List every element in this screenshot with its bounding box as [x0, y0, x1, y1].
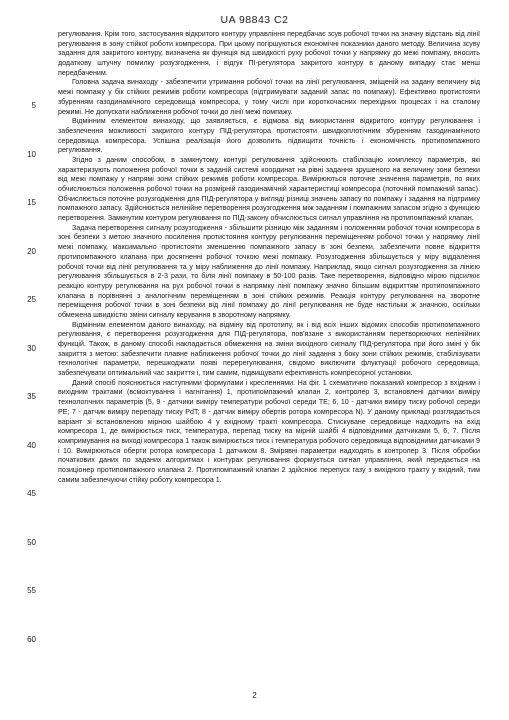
line-number: 55 [27, 586, 36, 595]
line-number: 25 [27, 295, 36, 304]
page-number: 2 [252, 691, 257, 700]
line-number: 20 [27, 247, 36, 256]
paragraph-signal-conversion: Задача перетворення сигналу розузгодження - збільшити різницю між заданням і положенням робочої точки компресора в зоні безпеки з метою значного посилення протистояння контуру регулювання переміщенням робочої точки у напрямку лінії межі помпажу, максимально протистояти зменшенню помпажного запасу в зоні безпеки, забезпечити повне відкриття протипомпажного клапана при досягненні робочої точкою межі помпажу. Розузгодження збільшується у міру віддалення робочої точки від лінії регулювання та у міру наближення до лінії помпажу. Наприклад, якщо сигнал розузгодження за лінією регулювання збільшується в 2-3 рази, то біля лінії помпажу в 50-100 разів. Таке перетворення, відповідно мірою підсилює реакцію контуру регулювання на рух робочої точки в напрямку лінії помпажу значно більшим відкриттям протипомпажного клапана в порівнянні з аналогічним переміщенням в зоні стійких режимів. Реакція контуру регулювання на зворотне переміщення робочої точки в зоні безпеки від лінії помпажу до лінії регулювання не буде настільки ж значною, оскільки обмежена швидкістю зміни сигналу керування в зворотному напрямку. [58, 223, 480, 319]
line-number: 5 [31, 101, 36, 110]
line-number: 50 [27, 538, 36, 547]
paragraph-distinctive-element: Відмінним елементом винаходу, що заявляється, є відмова від використання відкритого контуру регулювання і забезпечення можливості закритого контуру ПІД-регулятора протистояти швидкоплотічним збуренням газодинамічного середовища компресора. Успішна реалізація його дозволить підвищити точність і економічність протипомпажного регулювання. [58, 117, 480, 155]
document-body [58, 30, 480, 485]
line-number: 15 [27, 198, 36, 207]
line-number: 35 [27, 392, 36, 401]
line-number: 40 [27, 441, 36, 450]
paragraph-main-task: Головна задача винаходу - забезпечити утримання робочої точки на лінії регулювання, зміщеній на задану величину від межі помпажу у бік стійких режимів роботи компресора (підтримувати заданий запас по помпажу). Ефективно протистояти збуренням газодинамічного середовища компресора, у тому числі при короткочасних перехідних процесах і на сталому режимі. Не допускати наближення робочої точки до лінії межі помпажу. [58, 78, 480, 116]
line-number: 60 [27, 635, 36, 644]
paragraph-figure-description: Даний спосіб пояснюється наступними формулами і кресленнями. На фіг. 1 схематично показаний компресор з вхідним і вихідним трактами (всмоктування і нагнітання) 1, протипомпажний клапан 2, контролер 3, встановлені датчики виміру технологічних параметрів (5, 9 - датчики виміру температури робочої середи ТЕ; 6, 10 - датчики виміру тиску робочої середи РЕ; 7 - датчик виміру перепаду тиску PdT; 8 - датчик виміру обертів ротора компресора N). У даному прикладі розглядається варіант зі встановленою мірною шайбою 4 у вхідному тракті компресора. Стискуване середовище надходить на вхід компресора 1, де вимірюється тиск, температура, перепад тиску на мірній шайбі 4 відповідними датчиками 5, 6, 7. Після компримування на виході компресора 1 також вимірюється тиск і температура робочого середовища відповідними датчиками 9 і 10. Вимірюються оберти ротора компресора 1 датчиком 8. Змірявні параметри надходять в контролер 3. Після обробки початкових даних по заданих алгоритмах і контурах регулювання формується сигнал управління, який передається на позиціонер протипомпажного клапана 2. Протипомпажний клапан 2 здійснює перепуск газу з вихідного тракту у вхідний, тим самим забезпечуючи стійку роботу компресора 1. [58, 378, 480, 484]
patent-header: UA 98843 C2 [220, 14, 289, 26]
paragraph-method: Згідно з даним способом, в замкнутому контурі регулювання здійснюють стабілізацію комплексу параметрів, які характеризують положення робочої точки в заданій системі координат на рівні задання зрушеного на величину зони безпеки від межі помпажу у напрямі зони стійких режимів роботи компресора. Вимірюються поточне значення параметрів, по яких обчислюються положення робочої точки на розмірній газодинамічній характеристиці компресора (поточний помпажний запас). Обчислюється поточне розузгодження для ПІД-регулятора у вигляді різниці значень запасу по помпажу і задання на підтримку помпажного запасу. Здійснюється нелінійне перетворення розузгодження між заданням і помпажним запасом згідно з функцією перетворення. Замкнутим контуром регулювання по ПІД-закону обчислюється сигнал управління на протипомпажний клапан. [58, 155, 480, 223]
paragraph-distinctive-element-2: Відмінним елементом даного винаходу, на відміну від прототипу, як і від всіх інших відомих способів протипомпажного регулювання, є перетворення розузгодження для ПІД-регулятора, пов'язане з використанням перетворюючих нелінійних функцій. Також, в даному способі накладається обмеження на зміни вихідного сигналу ПІД-регулятора при його зміні у бік закриття з метою: забезпечити плавне наближення робочої точки до лінії задання з боку зони стійких режимів, стабілізувати технологічні параметри, перешкоджати появі перерегулювання, свідомо виключити флуктуації робочого середовища, забезпечувати оптимальний час закриття і, тим самим, підвищувати ефективність компресорної установки. [58, 320, 480, 378]
line-number: 30 [27, 344, 36, 353]
line-number: 45 [27, 489, 36, 498]
paragraph-continuation: регулювання. Крім того, застосування відкритого контуру управління передбачає зсув робочої точки на значну відстань від лінії регулювання в зону стійкої роботи компресора. При цьому погіршуються економічні показники даного методу. Величина зсуву задання для закритого контуру, визначена як функція від швидкості руху робочої точки у напрямку до межі помпажу, вносить додаткову штучну помилку розузгодження, і відгук ПІ-регулятора закритого контуру в даному випадку стає менш передбаченим. [58, 30, 480, 77]
line-number: 10 [27, 150, 36, 159]
line-number-column [0, 0, 40, 720]
